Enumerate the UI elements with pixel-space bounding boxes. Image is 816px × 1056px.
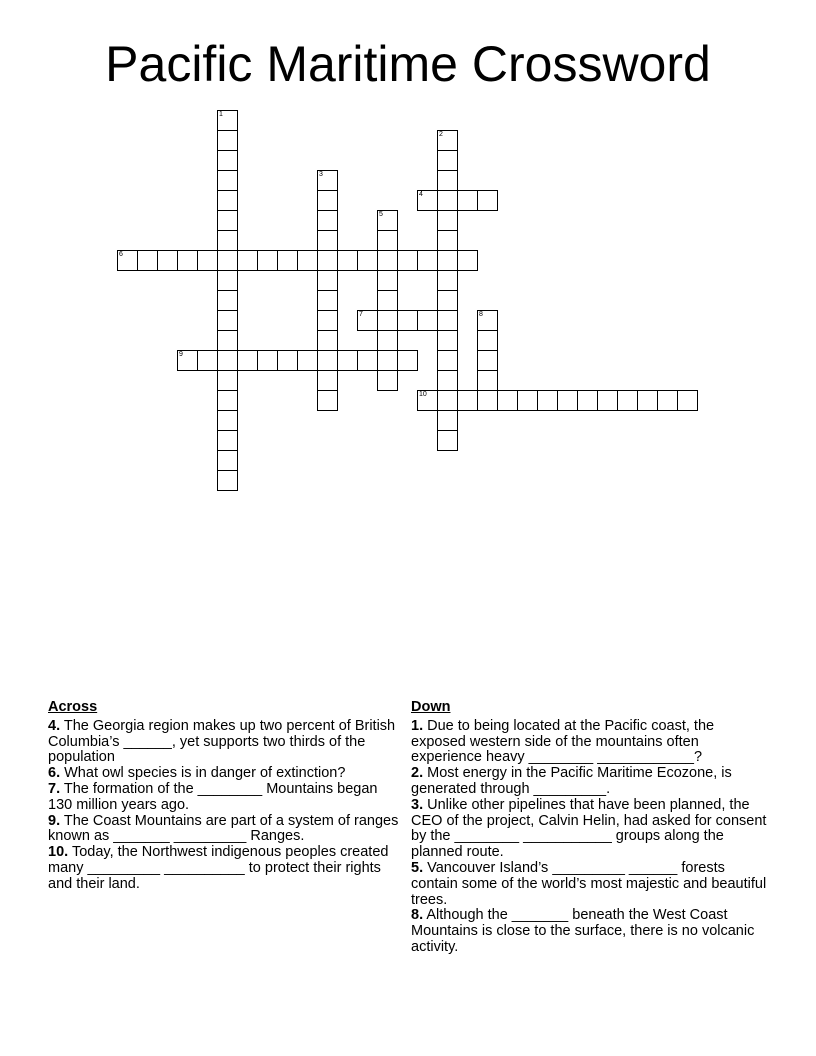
grid-cell[interactable]	[477, 190, 498, 211]
grid-cell[interactable]	[477, 330, 498, 351]
grid-cell[interactable]	[257, 250, 278, 271]
grid-cell[interactable]	[437, 390, 458, 411]
grid-cell[interactable]	[357, 310, 378, 331]
grid-cell[interactable]	[217, 170, 238, 191]
grid-cell[interactable]	[317, 250, 338, 271]
grid-cell[interactable]	[217, 230, 238, 251]
grid-cell[interactable]	[457, 190, 478, 211]
grid-cell[interactable]	[217, 150, 238, 171]
grid-cell[interactable]	[437, 410, 458, 431]
grid-cell[interactable]	[377, 290, 398, 311]
grid-cell[interactable]	[217, 210, 238, 231]
clue-number: 6.	[48, 765, 61, 782]
grid-cell[interactable]	[177, 350, 198, 371]
down-clue-list	[411, 719, 771, 956]
grid-cell[interactable]	[437, 370, 458, 391]
clue-number-label: 10	[419, 391, 427, 398]
grid-cell[interactable]	[217, 270, 238, 291]
grid-cell[interactable]	[317, 270, 338, 291]
grid-cell[interactable]	[137, 250, 158, 271]
grid-cell[interactable]	[317, 210, 338, 231]
grid-cell[interactable]	[117, 250, 138, 271]
grid-cell[interactable]	[317, 310, 338, 331]
grid-cell[interactable]	[377, 270, 398, 291]
grid-cell[interactable]	[317, 290, 338, 311]
across-clue-list	[48, 719, 403, 893]
grid-cell[interactable]	[217, 370, 238, 391]
down-clues-section	[411, 700, 771, 956]
grid-cell[interactable]	[217, 110, 238, 131]
grid-cell[interactable]	[197, 250, 218, 271]
grid-cell[interactable]	[237, 250, 258, 271]
grid-cell[interactable]	[337, 350, 358, 371]
grid-cell[interactable]	[217, 130, 238, 151]
clue-text: The Georgia region makes up two percent of British Columbia’s ______, yet supports two thirds of the population	[48, 717, 396, 766]
grid-cell[interactable]	[277, 250, 298, 271]
grid-cell[interactable]	[677, 390, 698, 411]
grid-cell[interactable]	[217, 290, 238, 311]
grid-cell[interactable]	[597, 390, 618, 411]
grid-cell[interactable]	[457, 250, 478, 271]
grid-cell[interactable]	[417, 310, 438, 331]
clue-number: 5.	[411, 859, 424, 876]
clue-number: 3.	[411, 796, 424, 813]
grid-cell[interactable]	[437, 350, 458, 371]
grid-cell[interactable]	[317, 190, 338, 211]
across-clue	[48, 782, 403, 814]
grid-cell[interactable]	[217, 410, 238, 431]
grid-cell[interactable]	[437, 170, 458, 191]
grid-cell[interactable]	[417, 190, 438, 211]
grid-cell[interactable]	[497, 390, 518, 411]
grid-cell[interactable]	[317, 350, 338, 371]
grid-cell[interactable]	[397, 250, 418, 271]
grid-cell[interactable]	[197, 350, 218, 371]
grid-cell[interactable]	[217, 250, 238, 271]
across-clue	[48, 719, 403, 766]
grid-cell[interactable]	[437, 230, 458, 251]
grid-cell[interactable]	[217, 390, 238, 411]
grid-cell[interactable]	[317, 370, 338, 391]
down-clue	[411, 861, 771, 908]
grid-cell[interactable]	[237, 350, 258, 371]
grid-cell[interactable]	[477, 370, 498, 391]
clue-number: 9.	[48, 812, 61, 829]
grid-cell[interactable]	[377, 350, 398, 371]
grid-cell[interactable]	[277, 350, 298, 371]
grid-cell[interactable]	[337, 250, 358, 271]
grid-cell[interactable]	[477, 390, 498, 411]
clue-text: What owl species is in danger of extinction?	[64, 765, 346, 782]
grid-cell[interactable]	[317, 230, 338, 251]
grid-cell[interactable]	[517, 390, 538, 411]
clue-text: Vancouver Island’s _________ ______ forests contain some of the world’s most majestic and beautiful trees.	[411, 859, 767, 908]
down-heading: Down	[411, 700, 451, 715]
grid-cell[interactable]	[177, 250, 198, 271]
clue-number-label: 1	[219, 111, 223, 118]
grid-cell[interactable]	[357, 350, 378, 371]
clue-number-label: 9	[179, 351, 183, 358]
grid-cell[interactable]	[377, 310, 398, 331]
down-clue	[411, 798, 771, 861]
grid-cell[interactable]	[437, 150, 458, 171]
grid-cell[interactable]	[437, 430, 458, 451]
clue-number: 2.	[411, 765, 424, 782]
clue-number: 8.	[411, 907, 424, 924]
grid-cell[interactable]	[217, 190, 238, 211]
clue-text: Due to being located at the Pacific coast, the exposed western side of the mountains often experience heavy ________ ____________?	[411, 717, 715, 766]
clue-number-label: 3	[319, 171, 323, 178]
grid-cell[interactable]	[437, 190, 458, 211]
puzzle-title: Pacific Maritime Crossword	[105, 36, 711, 92]
clue-number-label: 2	[439, 131, 443, 138]
grid-cell[interactable]	[437, 330, 458, 351]
across-clues-section	[48, 700, 403, 893]
grid-cell[interactable]	[397, 310, 418, 331]
grid-cell[interactable]	[437, 250, 458, 271]
grid-cell[interactable]	[437, 130, 458, 151]
clue-number-label: 6	[119, 251, 123, 258]
grid-cell[interactable]	[577, 390, 598, 411]
grid-cell[interactable]	[637, 390, 658, 411]
clue-text: The formation of the ________ Mountains began 130 million years ago.	[48, 780, 378, 813]
across-clue	[48, 814, 403, 846]
grid-cell[interactable]	[377, 210, 398, 231]
grid-cell[interactable]	[537, 390, 558, 411]
grid-cell[interactable]	[217, 330, 238, 351]
grid-cell[interactable]	[317, 170, 338, 191]
clue-number-label: 8	[479, 311, 483, 318]
grid-cell[interactable]	[317, 390, 338, 411]
grid-cell[interactable]	[217, 350, 238, 371]
grid-cell[interactable]	[317, 330, 338, 351]
grid-cell[interactable]	[297, 350, 318, 371]
grid-cell[interactable]	[377, 370, 398, 391]
grid-cell[interactable]	[217, 310, 238, 331]
grid-cell[interactable]	[617, 390, 638, 411]
grid-cell[interactable]	[437, 310, 458, 331]
crossword-grid	[0, 0, 816, 520]
clue-number-label: 7	[359, 311, 363, 318]
grid-cell[interactable]	[477, 350, 498, 371]
grid-cell[interactable]	[417, 390, 438, 411]
across-heading: Across	[48, 699, 98, 715]
grid-cell[interactable]	[217, 450, 238, 471]
grid-cell[interactable]	[477, 310, 498, 331]
grid-cell[interactable]	[157, 250, 178, 271]
clue-number-label: 5	[379, 211, 383, 218]
grid-cell[interactable]	[437, 290, 458, 311]
down-clue	[411, 766, 771, 798]
clue-number: 4.	[48, 717, 61, 734]
down-clue	[411, 719, 771, 766]
grid-cell[interactable]	[257, 350, 278, 371]
grid-cell[interactable]	[557, 390, 578, 411]
grid-cell[interactable]	[377, 250, 398, 271]
clue-text: Today, the Northwest indigenous peoples created many _________ __________ to protect their rights and their land.	[48, 844, 389, 892]
across-clue	[48, 845, 403, 892]
clue-number-label: 4	[419, 191, 423, 198]
grid-cell[interactable]	[357, 250, 378, 271]
grid-cell[interactable]	[297, 250, 318, 271]
grid-cell[interactable]	[437, 270, 458, 291]
grid-cell[interactable]	[417, 250, 438, 271]
across-clue	[48, 766, 403, 782]
down-clue	[411, 908, 771, 955]
clue-text: The Coast Mountains are part of a system of ranges known as _______ _________ Ranges.	[48, 812, 399, 845]
grid-cell[interactable]	[217, 430, 238, 451]
clue-number: 7.	[48, 780, 61, 797]
clue-number: 10.	[48, 844, 69, 861]
clue-text: Most energy in the Pacific Maritime Ecozone, is generated through _________.	[411, 765, 732, 797]
grid-cell[interactable]	[217, 470, 238, 491]
clue-text: Although the _______ beneath the West Coast Mountains is close to the surface, there is no volcanic activity.	[411, 907, 755, 955]
grid-cell[interactable]	[457, 390, 478, 411]
grid-cell[interactable]	[397, 350, 418, 371]
clue-text: Unlike other pipelines that have been planned, the CEO of the project, Calvin Helin, had asked for consent by the ________ ___________ groups along the planned route.	[411, 796, 767, 861]
clue-number: 1.	[411, 717, 424, 734]
grid-cell[interactable]	[437, 210, 458, 231]
grid-cell[interactable]	[657, 390, 678, 411]
grid-cell[interactable]	[377, 330, 398, 351]
grid-cell[interactable]	[377, 230, 398, 251]
